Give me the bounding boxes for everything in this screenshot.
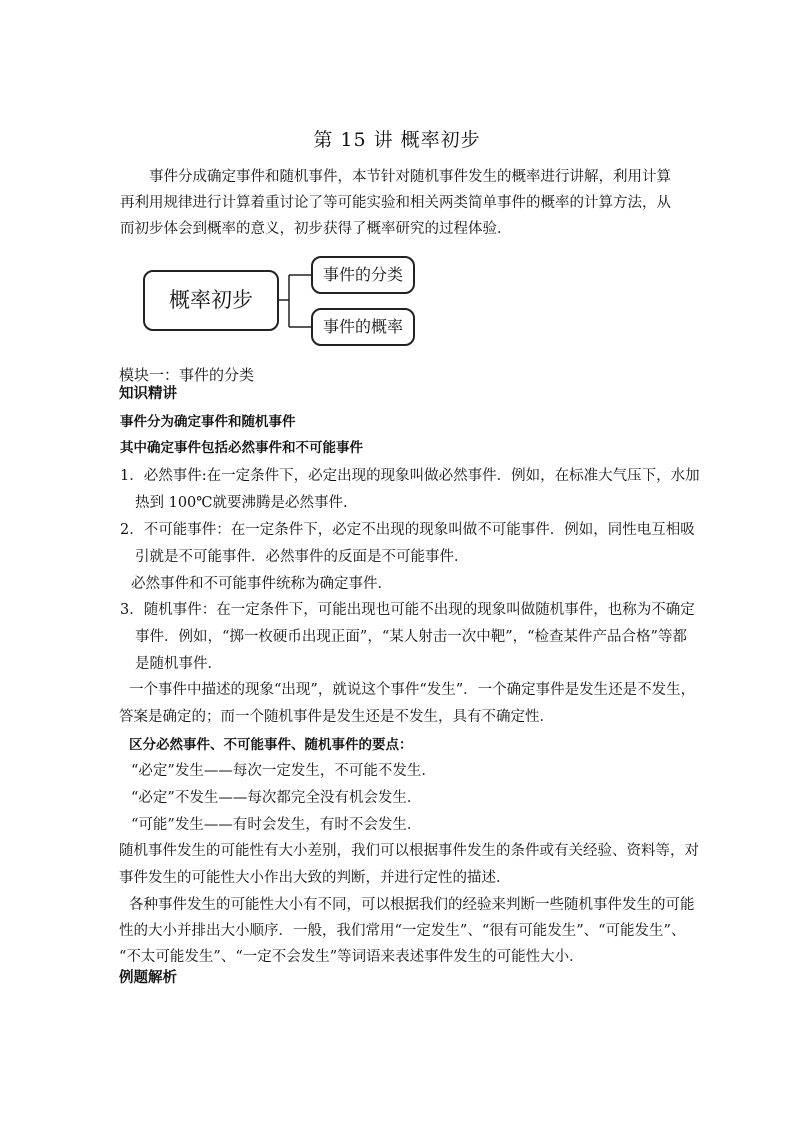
item1-line2: 热到 100℃就要沸腾是必然事件. xyxy=(135,495,348,511)
module-heading: 模块一：事件的分类 xyxy=(119,366,255,384)
key-item-3: “可能”发生——有时会发生，有时不会发生． xyxy=(131,817,422,833)
rule-line-2: 其中确定事件包括必然事件和不可能事件 xyxy=(120,440,363,456)
key-item-2: “必定”不发生——每次都完全没有机会发生． xyxy=(131,790,422,806)
occur-line2: 答案是确定的；而一个随机事件是发生还是不发生，具有不确定性． xyxy=(119,709,554,725)
page-title: 第 15 讲 概率初步 xyxy=(313,129,481,151)
key-item-1: “必定”发生——每次一定发生，不可能不发生． xyxy=(131,763,436,779)
possibility-line2: 事件发生的可能性大小作出大致的判断，并进行定性的描述． xyxy=(119,870,511,886)
diagram-child-probability: 事件的概率 xyxy=(311,308,415,346)
key-heading: 区分必然事件、不可能事件、随机事件的要点： xyxy=(129,737,413,753)
possibility-line1: 随机事件发生的可能性有大小差别，我们可以根据事件发生的条件或有关经验、资料等，对 xyxy=(119,843,699,859)
order-line1: 各种事件发生的可能性大小有不同，可以根据我们的经验来判断一些随机事件发生的可能 xyxy=(129,897,695,913)
diagram-child-classification: 事件的分类 xyxy=(311,256,415,294)
item2-line3: 必然事件和不可能事件统称为确定事件． xyxy=(131,576,392,592)
item3-line3: 是随机事件． xyxy=(135,656,222,672)
connector-line xyxy=(279,275,311,327)
item2-line2: 引就是不可能事件．必然事件的反面是不可能事件． xyxy=(135,549,469,565)
examples-heading: 例题解析 xyxy=(119,970,177,986)
rule-line-1: 事件分为确定事件和随机事件 xyxy=(120,414,296,430)
item3-line2: 事件．例如，“掷一枚硬币出现正面”，“某人射击一次中靶”，“检查某件产品合格”等都 xyxy=(135,629,687,645)
order-line2: 性的大小并排出大小顺序．一般，我们常用“一定发生”、“很有可能发生”、“可能发生”、 xyxy=(119,923,686,939)
intro-paragraph xyxy=(120,164,680,242)
item1-line1: 1．必然事件:在一定条件下，必定出现的现象叫做必然事件．例如，在标准大气压下，水加 xyxy=(120,468,700,484)
occur-line1: 一个事件中描述的现象“出现”，就说这个事件“发生”．一个确定事件是发生还是不发生， xyxy=(129,682,696,698)
item3-line1: 3．随机事件：在一定条件下，可能出现也可能不出现的现象叫做随机事件，也称为不确定 xyxy=(120,602,695,618)
diagram-root-node: 概率初步 xyxy=(143,270,279,331)
order-line3: “不太可能发生”、“一定不会发生”等词语来表述事件发生的可能性大小． xyxy=(119,949,584,965)
knowledge-heading: 知识精讲 xyxy=(119,386,177,402)
intro-text: 事件分成确定事件和随机事件，本节针对随机事件发生的概率进行讲解，利用计算再利用规律进行计算着重讨论了等可能实验和相关两类简单事件的概率的计算方法，从而初步体会到概率的意义，初步获得了概率研究的过程体验． xyxy=(120,169,671,237)
item2-line1: 2．不可能事件：在一定条件下，必定不出现的现象叫做不可能事件．例如，同性电互相吸 xyxy=(120,522,695,538)
